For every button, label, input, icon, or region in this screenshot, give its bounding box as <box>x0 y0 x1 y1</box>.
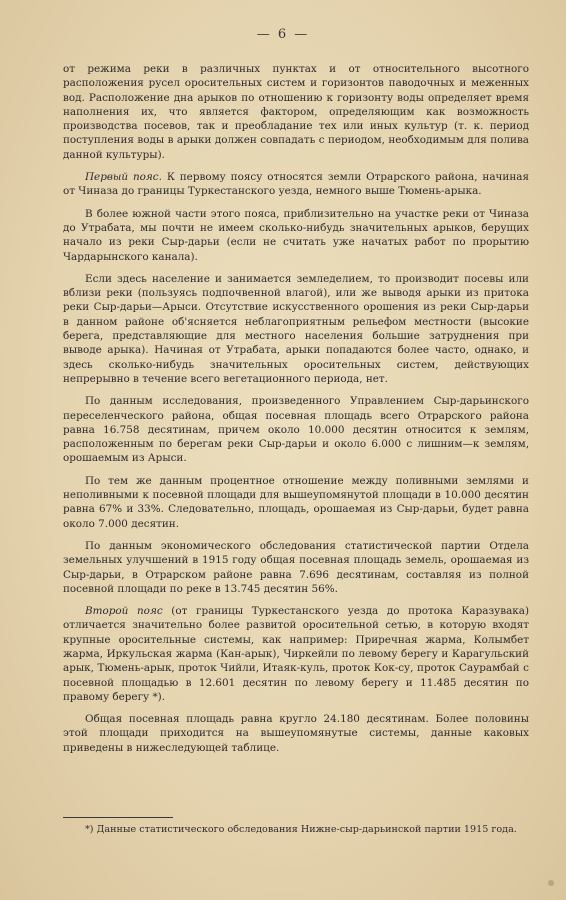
footnote-divider <box>63 817 173 818</box>
paragraph-1-text: от режима реки в различных пунктах и от относительного высотного расположения русел оросительных систем и горизонтов паводочных и меженных вод. Расположение дна арыков по отношению к горизонту воды определяет время наполнения их, что является фактором, определяющим как возможность производства посевов, так и преобладание тех или иных культур (т. к. период поступления воды в арыки должен совпадать с периодом, необходимым для полива данной культуры). <box>63 63 529 161</box>
first-zone-heading: Первый пояс. <box>85 171 162 184</box>
second-zone-text: (от границы Туркестанского уезда до протока Каразувака) отличается значительно более развитой оросительной сетью, в которую входят крупные оросительные системы, как например: Приречная жарма, Колымбет жарма, Иркульская жарма (Кан-арык), Чиркейли по левому берегу и Карагульский арык, Тюмень-арык, проток Чийли, Итаяк-куль, проток Кок-су, проток Саурамбай с посевной площадью в 12.601 десятин по левому берегу и 11.485 десятин по правому берегу *). <box>63 605 530 703</box>
paragraph-3-text: В более южной части этого пояса, приблизительно на участке реки от Чиназа до Утрабата, мы почти не имеем сколько-нибудь значительных арыков, берущих начало из реки Сыр-дарьи (если не считать уже начатых работ по прорытию Чардарынского канала). <box>63 207 529 263</box>
paragraph-3 <box>63 207 529 264</box>
paragraph-second-zone <box>63 604 529 704</box>
first-zone-text: К первому поясу относятся земли Отрарского района, начиная от Чиназа до границы Туркестанского уезда, немного выше Тюмень-арыка. <box>63 171 529 198</box>
paragraph-6 <box>63 474 529 531</box>
paragraph-6-text: По тем же данным процентное отношение между поливными землями и неполивными к посевной площади для вышеупомянутой площади в 10.000 десятин равна 67% и 33%. Следовательно, площадь, орошаемая из Сыр-дарьи, будет равна около 7.000 десятин. <box>63 474 529 530</box>
paragraph-first-zone <box>63 170 529 199</box>
main-text <box>63 62 529 763</box>
paragraph-7-text: По данным экономического обследования статистической партии Отдела земельных улучшений в 1915 году общая посевная площадь земель, орошаемая из Сыр-дарьи, в Отрарском районе равна 7.696 десятинам, составляя из полной посевной площади по реке в 13.745 десятин 56%. <box>63 539 529 595</box>
paragraph-5 <box>63 394 529 465</box>
second-zone-heading: Второй пояс <box>85 605 163 618</box>
paragraph-9 <box>63 712 529 755</box>
paragraph-7 <box>63 539 529 596</box>
paragraph-9-text: Общая посевная площадь равна кругло 24.180 десятинам. Более половины этой площади приходится на вышеупомянутые системы, данные каковых приведены в нижеследующей таблице. <box>63 713 529 754</box>
page-number: — 6 — <box>256 27 310 42</box>
paragraph-4-text: Если здесь население и занимается земледелием, то производит посевы или вблизи реки (пользуясь подпочвенной влагой), или же выводя арыки из притока реки Сыр-дарьи—Арыси. Отсутствие искусственного орошения из реки Сыр-дарьи в данном районе об'ясняется неблагоприятным рельефом местности (высокие берега, представляющие для местного населения большие затруднения при выводе арыка). Начиная от Утрабата, арыки попадаются более часто, однако, и здесь сколько-нибудь значительных оросительных систем, действующих непрерывно в течение всего вегетационного периода, нет. <box>63 272 529 385</box>
paper-stain <box>548 880 554 886</box>
paragraph-1 <box>63 62 529 162</box>
paragraph-5-text: По данным исследования, произведенного Управлением Сыр-дарьинского переселенческого района, общая посевная площадь всего Отрарского района равна 16.758 десятинам, причем около 10.000 десятин относится к землям, расположенным по берегам реки Сыр-дарьи и около 6.000 с лишним—к землям, орошаемым из Арыси. <box>63 395 529 465</box>
footnote: *) Данные статистического обследования Нижне-сыр-дарьинской партии 1915 года. <box>85 824 517 835</box>
paragraph-4 <box>63 272 529 386</box>
